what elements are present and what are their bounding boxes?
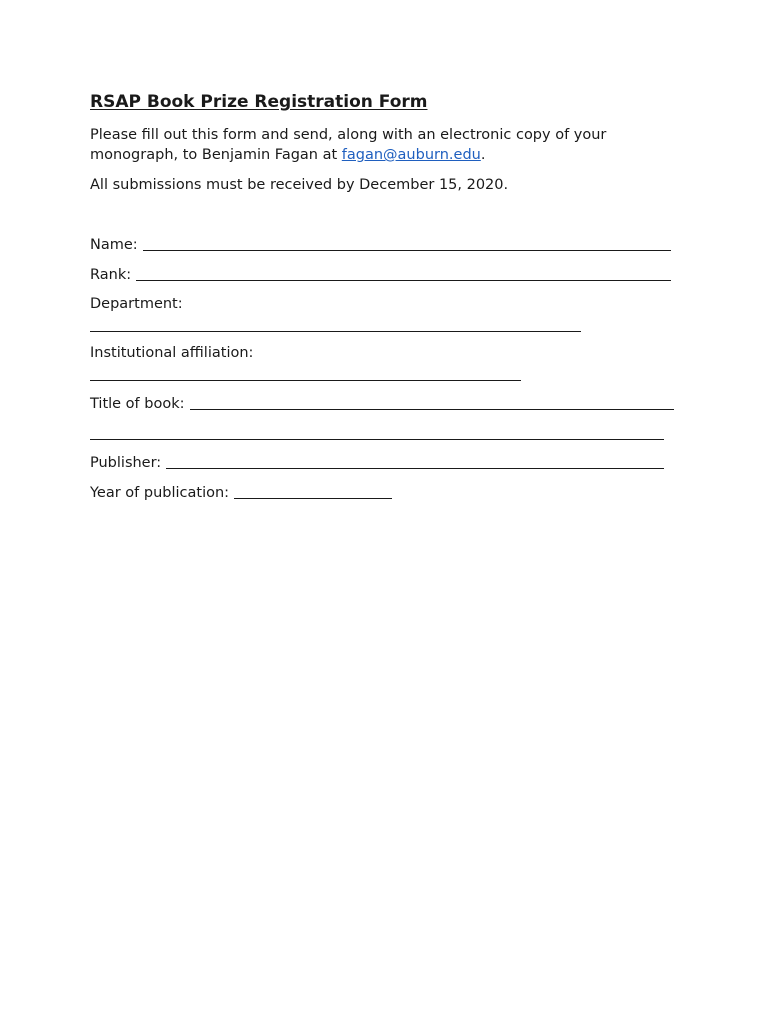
year-blank[interactable] (234, 484, 392, 499)
year-field-row (90, 482, 392, 503)
rank-field-row (90, 264, 671, 285)
email-link[interactable]: fagan@auburn.edu (341, 147, 481, 163)
publisher-field-row (90, 452, 664, 473)
publisher-blank[interactable] (166, 454, 664, 469)
name-field-row (90, 234, 671, 255)
affiliation-field-row (90, 343, 253, 363)
form-title: RSAP Book Prize Registration Form (90, 92, 428, 112)
book-title-field-row (90, 393, 674, 414)
name-blank[interactable] (143, 236, 671, 251)
intro-line-1: Please fill out this form and send, along with an electronic copy of your (90, 127, 607, 143)
intro-line-2-prefix: monograph, to Benjamin Fagan at (90, 147, 342, 163)
intro-line-2 (90, 145, 485, 165)
deadline-text: All submissions must be received by December 15, 2020. (90, 177, 509, 193)
book-title-label: Title of book: (90, 396, 185, 412)
book-title-blank-continued[interactable] (90, 439, 664, 440)
name-label: Name: (90, 237, 138, 253)
rank-label: Rank: (90, 267, 132, 283)
affiliation-blank[interactable] (90, 380, 521, 381)
department-blank[interactable] (90, 331, 581, 332)
intro-line-2-suffix: . (480, 147, 486, 163)
affiliation-label: Institutional affiliation: (90, 345, 254, 361)
book-title-blank[interactable] (190, 395, 674, 410)
department-field-row (90, 294, 183, 314)
rank-blank[interactable] (136, 266, 671, 281)
year-label: Year of publication: (90, 485, 230, 501)
publisher-label: Publisher: (90, 455, 162, 471)
department-label: Department: (90, 296, 183, 312)
